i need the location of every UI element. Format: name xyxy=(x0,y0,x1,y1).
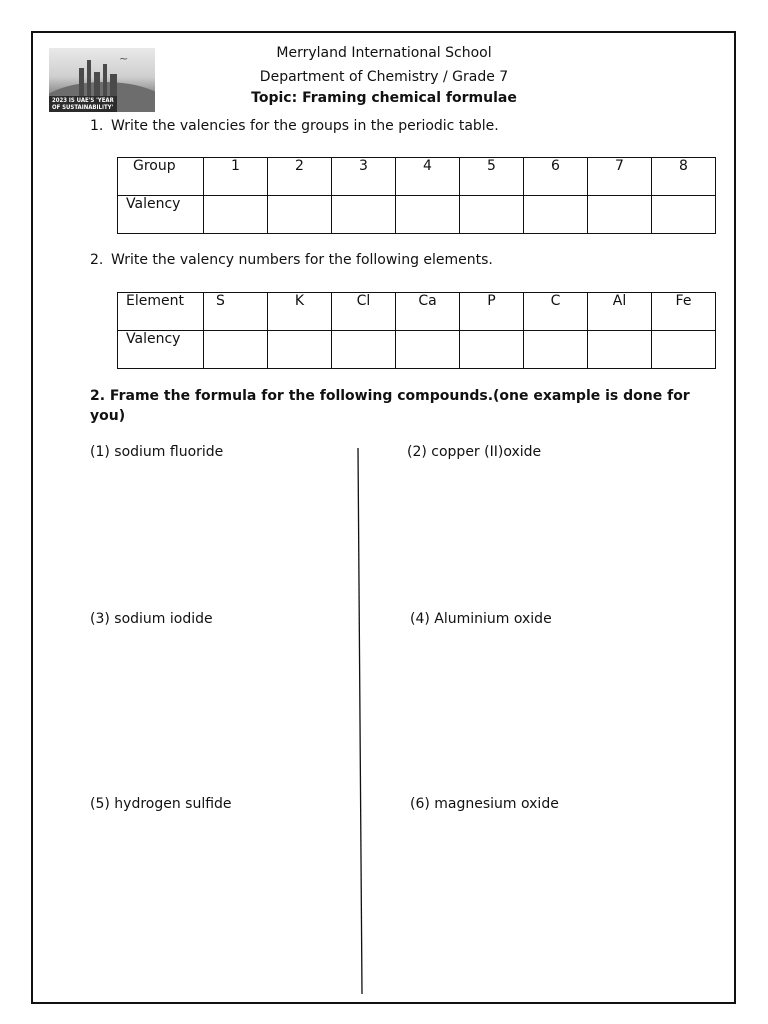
question-2-number: 2. xyxy=(90,252,104,268)
row-label-element: Element xyxy=(118,293,204,331)
compound-item: (3) sodium iodide xyxy=(90,611,213,627)
question-3-heading: 2. Frame the formula for the following compounds.(one example is done for you) xyxy=(90,388,690,424)
compound-item: (2) copper (II)oxide xyxy=(407,444,542,460)
question-1-text: Write the valencies for the groups in the periodic table. xyxy=(111,118,499,134)
logo-caption-line2: OF SUSTAINABILITY' xyxy=(52,104,114,111)
compound-item: (6) magnesium oxide xyxy=(410,796,559,812)
group-header: 5 xyxy=(460,158,524,196)
group-header: 7 xyxy=(588,158,652,196)
element-header: Fe xyxy=(652,293,716,331)
row-label-valency: Valency xyxy=(118,331,204,369)
topic-title: Topic: Framing chemical formulae xyxy=(251,90,517,106)
department-line: Department of Chemistry / Grade 7 xyxy=(259,69,509,85)
element-header: C xyxy=(524,293,588,331)
group-header: 2 xyxy=(268,158,332,196)
element-header: S xyxy=(204,293,268,331)
group-header: 3 xyxy=(332,158,396,196)
compound-item: (1) sodium fluoride xyxy=(90,444,224,460)
question-2-text: Write the valency numbers for the following elements. xyxy=(111,252,493,268)
element-header: K xyxy=(268,293,332,331)
school-name: Merryland International School xyxy=(276,45,492,61)
group-header: 8 xyxy=(652,158,716,196)
question-1-number: 1. xyxy=(90,118,104,134)
element-header: Al xyxy=(588,293,652,331)
row-label-group: Group xyxy=(118,158,204,196)
row-label-valency: Valency xyxy=(118,196,204,234)
element-header: P xyxy=(460,293,524,331)
group-header: 4 xyxy=(396,158,460,196)
divider-line xyxy=(358,448,362,994)
group-header: 1 xyxy=(204,158,268,196)
element-header: Ca xyxy=(396,293,460,331)
compound-item: (5) hydrogen sulfide xyxy=(90,796,232,812)
compound-item: (4) Aluminium oxide xyxy=(410,611,552,627)
logo-bird-icon: ~ xyxy=(119,52,129,65)
logo-caption-line1: 2023 IS UAE'S 'YEAR xyxy=(52,97,114,104)
element-header: Cl xyxy=(332,293,396,331)
group-header: 6 xyxy=(524,158,588,196)
